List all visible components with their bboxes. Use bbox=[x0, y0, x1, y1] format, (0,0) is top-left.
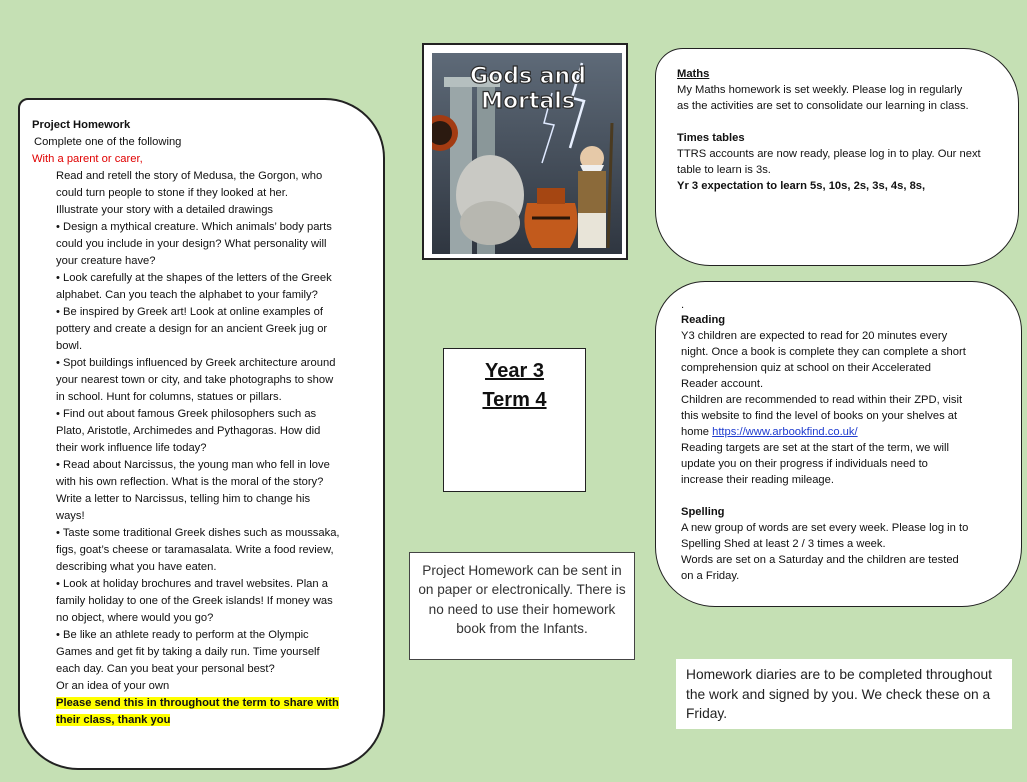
activity-line: • Spot buildings influenced by Greek architecture around bbox=[56, 357, 336, 369]
activity-line: ways! bbox=[56, 510, 85, 522]
activity-line: • Read about Narcissus, the young man who fell in love bbox=[56, 459, 330, 471]
activity-line: alphabet. Can you teach the alphabet to your family? bbox=[56, 289, 318, 301]
reading-line: night. Once a book is complete they can complete a short bbox=[681, 346, 966, 358]
stray-dot: . bbox=[681, 299, 685, 311]
times-tables-expectation: Yr 3 expectation to learn 5s, 10s, 2s, 3s, 4s, 8s, bbox=[677, 180, 926, 192]
project-homework-panel bbox=[18, 98, 385, 770]
activity-line: bowl. bbox=[56, 340, 83, 352]
cover-title-line1: Gods and bbox=[470, 64, 586, 89]
maths-line: as the activities are set to consolidate our learning in class. bbox=[677, 100, 969, 112]
activity-line: figs, goat’s cheese or taramasalata. Write a food review, bbox=[56, 544, 334, 556]
reading-line: Reading targets are set at the start of the term, we will bbox=[681, 442, 950, 454]
reading-home-line bbox=[681, 424, 1009, 440]
activity-line: describing what you have eaten. bbox=[56, 561, 217, 573]
term-label: Term 4 bbox=[482, 389, 547, 411]
activity-line: Read and retell the story of Medusa, the Gorgon, who bbox=[56, 170, 323, 182]
spelling-line: Spelling Shed at least 2 / 3 times a week. bbox=[681, 538, 886, 550]
activity-line: Write a letter to Narcissus, telling him to change his bbox=[56, 493, 311, 505]
activity-line: Or an idea of your own bbox=[56, 680, 170, 692]
reading-line: update you on their progress if individuals need to bbox=[681, 458, 928, 470]
cover-illustration bbox=[432, 53, 622, 254]
reading-line: Y3 children are expected to read for 20 minutes every bbox=[681, 330, 948, 342]
activity-line: your creature have? bbox=[56, 255, 156, 267]
project-activities bbox=[32, 168, 373, 729]
reading-line: Children are recommended to read within their ZPD, visit bbox=[681, 394, 963, 406]
activity-line: could you include in your design? What personality will bbox=[56, 238, 327, 250]
highlight-note: Please send this in throughout the term to share with bbox=[56, 697, 339, 709]
spelling-line: on a Friday. bbox=[681, 570, 740, 582]
times-tables-line: table to learn is 3s. bbox=[677, 164, 771, 176]
activity-line: could turn people to stone if they looked at her. bbox=[56, 187, 288, 199]
reading-heading: Reading bbox=[681, 314, 726, 326]
spelling-line: Words are set on a Saturday and the children are tested bbox=[681, 554, 959, 566]
activity-line: each day. Can you beat your personal best? bbox=[56, 663, 275, 675]
activity-line: in school. Hunt for columns, statues or pillars. bbox=[56, 391, 282, 403]
reading-spelling-panel bbox=[655, 281, 1022, 607]
submission-note: Project Homework can be sent in on paper or electronically. There is no need to use their homework book from the Infants. bbox=[409, 552, 635, 660]
activity-line: no object, where would you go? bbox=[56, 612, 214, 624]
activity-line: with his own reflection. What is the moral of the story? bbox=[56, 476, 324, 488]
spelling-heading: Spelling bbox=[681, 506, 725, 518]
maths-heading: Maths bbox=[677, 68, 710, 80]
activity-line: • Be inspired by Greek art! Look at online examples of bbox=[56, 306, 323, 318]
activity-line: their work influence life today? bbox=[56, 442, 207, 454]
activity-line: • Design a mythical creature. Which animals’ body parts bbox=[56, 221, 332, 233]
maths-line: My Maths homework is set weekly. Please log in regularly bbox=[677, 84, 963, 96]
reading-line: comprehension quiz at school on their Accelerated bbox=[681, 362, 932, 374]
gods-and-mortals-cover bbox=[422, 43, 628, 260]
year-term-box bbox=[443, 348, 586, 492]
homework-diaries-note: Homework diaries are to be completed throughout the work and signed by you. We check these on a Friday. bbox=[676, 659, 1012, 729]
highlight-note: their class, thank you bbox=[56, 714, 171, 726]
activity-line: • Find out about famous Greek philosophers such as bbox=[56, 408, 317, 420]
project-title: Project Homework bbox=[32, 119, 131, 131]
activity-line: • Look carefully at the shapes of the letters of the Greek bbox=[56, 272, 332, 284]
reading-line: Reader account. bbox=[681, 378, 764, 390]
activity-line: family holiday to one of the Greek islands! If money was bbox=[56, 595, 333, 607]
parent-note: With a parent or carer, bbox=[32, 153, 143, 165]
reading-line: this website to find the level of books on your shelves at bbox=[681, 410, 958, 422]
times-tables-heading: Times tables bbox=[677, 132, 745, 144]
year-label: Year 3 bbox=[485, 360, 544, 382]
spelling-line: A new group of words are set every week. Please log in to bbox=[681, 522, 969, 534]
activity-line: Games and get fit by taking a daily run. Time yourself bbox=[56, 646, 320, 658]
activity-line: Plato, Aristotle, Archimedes and Pythagoras. How did bbox=[56, 425, 321, 437]
reading-line: increase their reading mileage. bbox=[681, 474, 834, 486]
activity-line: pottery and create a design for an ancient Greek jug or bbox=[56, 323, 328, 335]
activity-line: Illustrate your story with a detailed drawings bbox=[56, 204, 274, 216]
home-prefix: home bbox=[681, 426, 713, 438]
cover-title-line2: Mortals bbox=[481, 89, 575, 114]
activity-line: • Taste some traditional Greek dishes such as moussaka, bbox=[56, 527, 340, 539]
activity-line: • Look at holiday brochures and travel websites. Plan a bbox=[56, 578, 328, 590]
maths-panel bbox=[655, 48, 1019, 266]
arbookfind-link[interactable]: https://www.arbookfind.co.uk/ bbox=[712, 426, 858, 438]
activity-line: your nearest town or city, and take photographs to show bbox=[56, 374, 334, 386]
activity-line: • Be like an athlete ready to perform at the Olympic bbox=[56, 629, 309, 641]
project-subtitle: Complete one of the following bbox=[34, 136, 182, 148]
times-tables-line: TTRS accounts are now ready, please log in to play. Our next bbox=[677, 148, 981, 160]
